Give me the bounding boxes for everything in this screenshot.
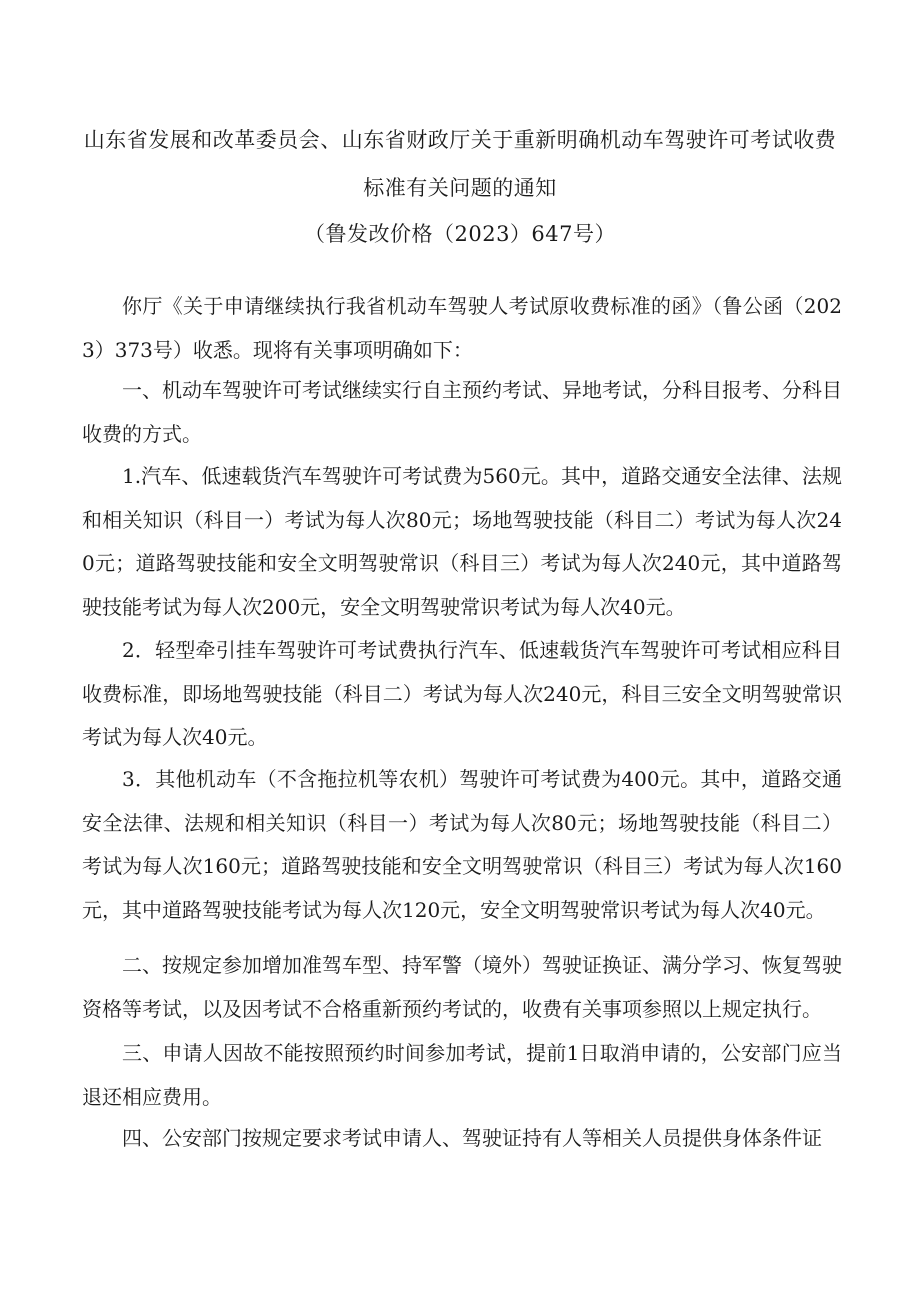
- document-title-line-2: 标准有关问题的通知: [363, 176, 557, 200]
- paragraph-item-3: 3．其他机动车（不含拖拉机等农机）驾驶许可考试费为400元。其中，道路交通安全法律、法规和相关知识（科目一）考试为每人次80元；场地驾驶技能（科目二）考试为每人次160元；道路驾驶技能和安全文明驾驶常识（科目三）考试为每人次160元，其中道路驾驶技能考试为每人次120元，安全文明驾驶常识考试为每人次40元。: [82, 767, 842, 922]
- paragraph-section-3: 三、申请人因故不能按照预约时间参加考试，提前1日取消申请的，公安部门应当退还相应费用。: [82, 1041, 842, 1109]
- paragraph-section-4: 四、公安部门按规定要求考试申请人、驾驶证持有人等相关人员提供身体条件证: [122, 1126, 822, 1150]
- document-number: （鲁发改价格（2023）647号）: [303, 222, 617, 246]
- paragraph-section-1: 一、机动车驾驶许可考试继续实行自主预约考试、异地考试，分科目报考、分科目收费的方式。: [82, 378, 842, 446]
- paragraph-intro: 你厅《关于申请继续执行我省机动车驾驶人考试原收费标准的函》（鲁公函（2023）373号）收悉。现将有关事项明确如下：: [82, 294, 842, 362]
- paragraph-section-2: 二、按规定参加增加准驾车型、持军警（境外）驾驶证换证、满分学习、恢复驾驶资格等考试，以及因考试不合格重新预约考试的，收费有关事项参照以上规定执行。: [82, 953, 842, 1021]
- paragraph-item-1: 1.汽车、低速载货汽车驾驶许可考试费为560元。其中，道路交通安全法律、法规和相关知识（科目一）考试为每人次80元；场地驾驶技能（科目二）考试为每人次240元；道路驾驶技能和安全文明驾驶常识（科目三）考试为每人次240元，其中道路驾驶技能考试为每人次200元，安全文明驾驶常识考试为每人次40元。: [82, 464, 842, 619]
- paragraph-item-2: 2．轻型牵引挂车驾驶许可考试费执行汽车、低速载货汽车驾驶许可考试相应科目收费标准，即场地驾驶技能（科目二）考试为每人次240元，科目三安全文明驾驶常识考试为每人次40元。: [82, 638, 842, 749]
- document-title-line-1: 山东省发展和改革委员会、山东省财政厅关于重新明确机动车驾驶许可考试收费: [83, 128, 837, 152]
